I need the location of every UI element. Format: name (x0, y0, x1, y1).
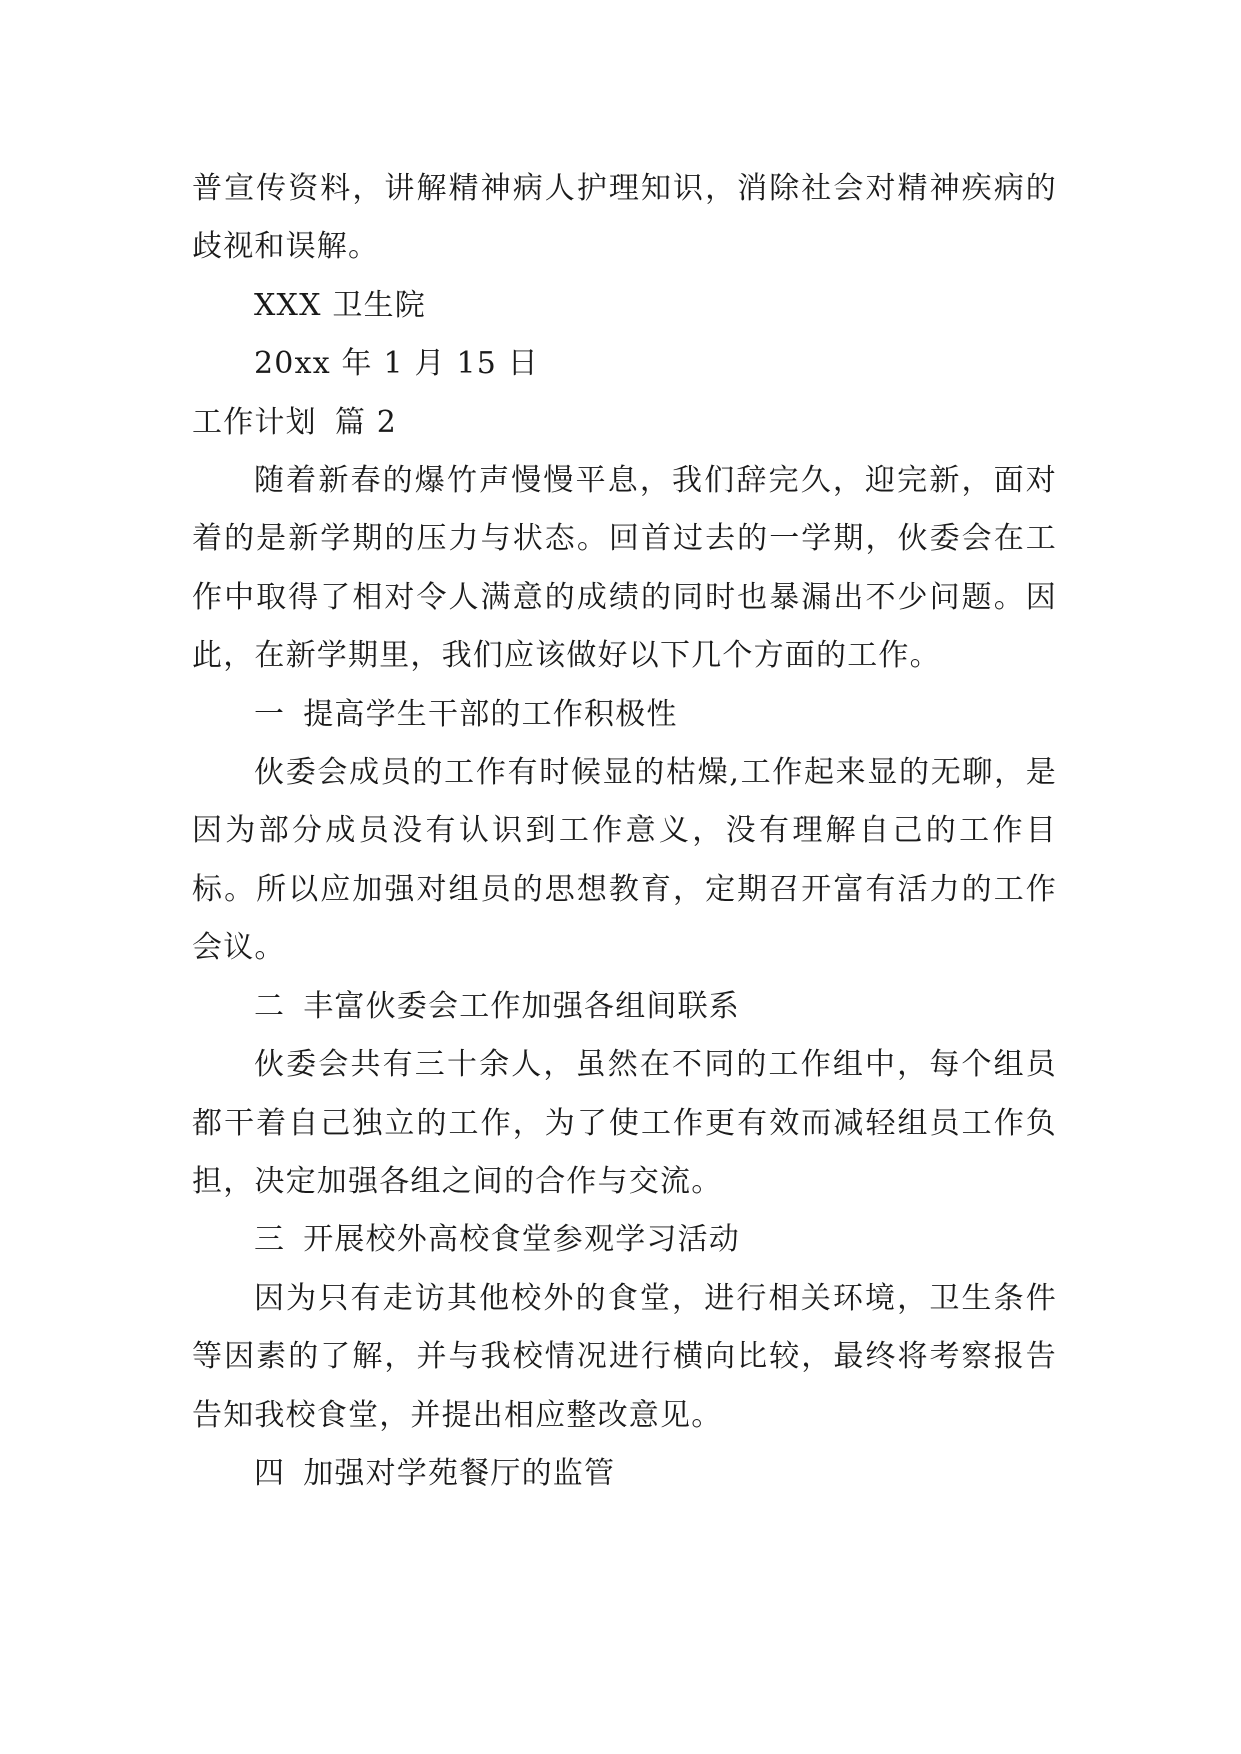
item-number: 四 (254, 1455, 286, 1491)
item-body-2: 伙委会共有三十余人，虽然在不同的工作组中，每个组员都干着自己独立的工作，为了使工作更有效而减轻组员工作负担，决定加强各组之间的合作与交流。 (192, 1047, 1057, 1199)
item-heading-text: 丰富伙委会工作加强各组间联系 (303, 988, 741, 1024)
intro-paragraph: 随着新春的爆竹声慢慢平息，我们辞完久，迎完新，面对着的是新学期的压力与状态。回首过去的一学期，伙委会在工作中取得了相对令人满意的成绩的同时也暴漏出不少问题。因此，在新学期里，我们应该做好以下几个方面的工作。 (192, 463, 1057, 674)
item-heading-1 (192, 686, 1057, 744)
item-heading-text: 加强对学苑餐厅的监管 (303, 1455, 616, 1491)
signature-organization: XXX 卫生院 (254, 287, 427, 323)
item-heading-text: 提高学生干部的工作积极性 (303, 696, 678, 732)
item-body-1: 伙委会成员的工作有时候显的枯燥,工作起来显的无聊，是因为部分成员没有认识到工作意义，没有理解自己的工作目标。所以应加强对组员的思想教育，定期召开富有活力的工作会议。 (192, 755, 1057, 966)
item-number: 二 (254, 988, 286, 1024)
item-number: 三 (254, 1222, 286, 1258)
section-title-label: 工作计划 (192, 404, 317, 440)
document-body (192, 160, 1057, 1503)
item-number: 一 (254, 696, 286, 732)
item-heading-3 (192, 1211, 1057, 1269)
item-heading-4 (192, 1445, 1057, 1503)
signature-date: 20xx 年 1 月 15 日 (254, 346, 539, 382)
item-heading-2 (192, 978, 1057, 1036)
paragraph-continuation: 普宣传资料，讲解精神病人护理知识，消除社会对精神疾病的歧视和误解。 (192, 171, 1057, 265)
item-heading-text: 开展校外高校食堂参观学习活动 (303, 1222, 741, 1258)
item-body-3: 因为只有走访其他校外的食堂，进行相关环境，卫生条件等因素的了解，并与我校情况进行横向比较，最终将考察报告告知我校食堂，并提出相应整改意见。 (192, 1280, 1057, 1433)
section-title (192, 394, 1057, 452)
section-title-number: 篇 2 (334, 404, 398, 440)
